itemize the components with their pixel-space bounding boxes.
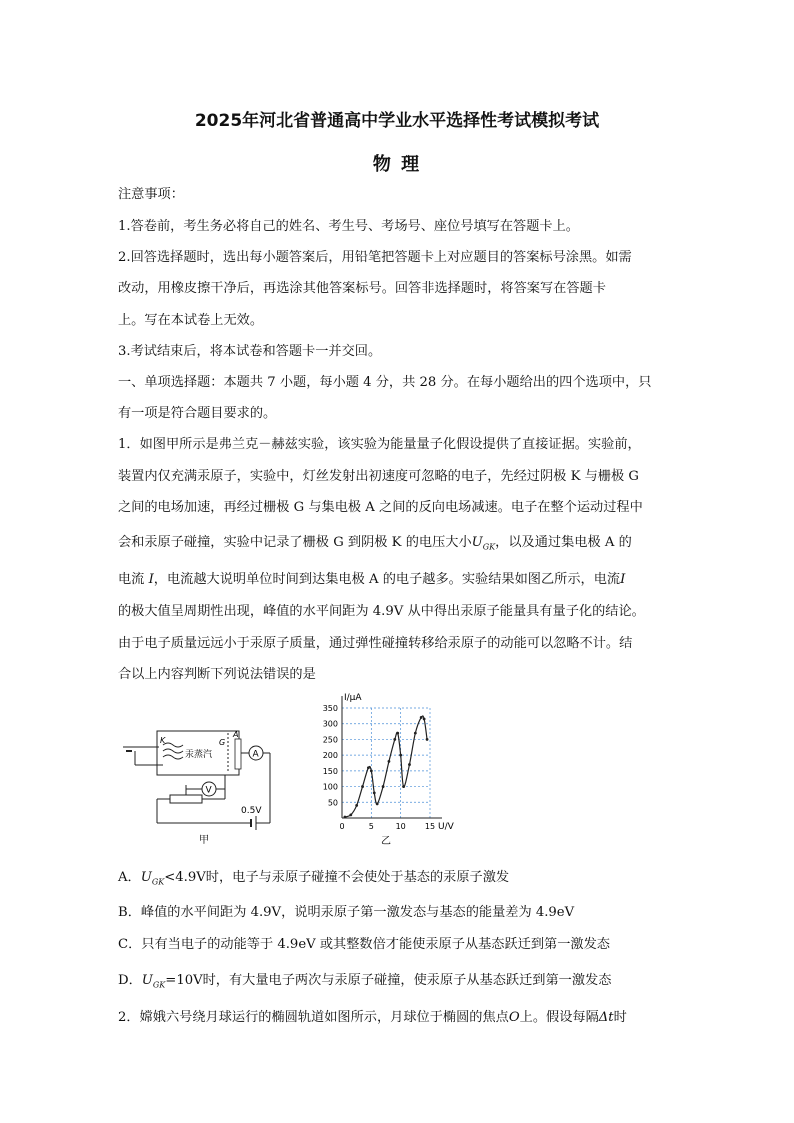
figure-caption-yi: 乙 bbox=[381, 836, 391, 847]
y-axis-label: I/μA bbox=[344, 693, 362, 703]
data-point bbox=[388, 760, 391, 763]
y-tick-labels bbox=[323, 704, 338, 807]
option-text: =10V时，有大量电子两次与汞原子碰撞，使汞原子从基态跃迁到第一激发态 bbox=[165, 973, 612, 988]
x-axis-label: U/V bbox=[438, 822, 454, 832]
option-c: C．只有当电子的动能等于 4.9eV 或其整数倍才能使汞原子从基态跃迁到第一激发态 bbox=[118, 937, 610, 952]
x-tick-labels bbox=[339, 822, 435, 831]
data-point bbox=[344, 816, 347, 819]
option-text: <4.9V时，电子与汞原子碰撞不会使处于基态的汞原子激发 bbox=[164, 870, 510, 885]
notice-item: 2.回答选择题时，选出每小题答案后，用铅笔把答题卡上对应题目的答案标号涂黑。如需 bbox=[118, 250, 632, 265]
notice-item: 改动，用橡皮擦干净后，再选涂其他答案标号。回答非选择题时，将答案写在答题卡 bbox=[118, 281, 606, 296]
data-point bbox=[382, 785, 385, 788]
exam-title: 2025年河北省普通高中学业水平选择性考试模拟考试 bbox=[194, 111, 600, 131]
chart-grid bbox=[342, 708, 430, 818]
data-point bbox=[361, 785, 364, 788]
notice-item: 1.答卷前，考生务必将自己的姓名、考生号、考场号、座位号填写在答题卡上。 bbox=[118, 219, 579, 234]
data-point bbox=[402, 785, 405, 788]
y-tick-label: 50 bbox=[327, 798, 338, 808]
q1-text: ，电流越大说明单位时间到达集电极 A 的电子越多。实验结果如图乙所示，电流 bbox=[153, 572, 621, 587]
q1-line: 之间的电场加速，再经过栅极 G 与集电极 A 之间的反向电场减速。电子在整个运动过程中 bbox=[118, 500, 643, 515]
voltmeter-label: V bbox=[205, 785, 212, 796]
y-tick-label: 250 bbox=[322, 735, 338, 745]
q2-text: 上。假设每隔 bbox=[519, 1010, 599, 1025]
data-point bbox=[355, 804, 358, 807]
q1-line: 的极大值呈周期性出现，峰值的水平间距为 4.9V 从中得出汞原子能量具有量子化的结论。 bbox=[118, 604, 645, 619]
data-point bbox=[423, 718, 426, 721]
ammeter-label: A bbox=[252, 749, 259, 760]
q1-text: 电流 bbox=[118, 572, 149, 587]
collector-plate bbox=[235, 739, 241, 769]
option-a bbox=[118, 870, 509, 891]
y-tick-label: 350 bbox=[322, 704, 338, 713]
q2-text: 2．嫦娥六号绕月球运行的椭圆轨道如图所示，月球位于椭圆的焦点 bbox=[118, 1010, 509, 1025]
data-point bbox=[420, 716, 423, 719]
grid-label: G bbox=[219, 738, 226, 747]
section-heading-cont: 有一项是符合题目要求的。 bbox=[118, 406, 277, 421]
q1-symbol: I bbox=[620, 572, 626, 587]
q1-line: 合以上内容判断下列说法错误的是 bbox=[118, 667, 316, 682]
q1-line: 由于电子质量远远小于汞原子质量，通过弹性碰撞转移给汞原子的动能可以忽略不计。结 bbox=[118, 636, 633, 651]
current-curve bbox=[345, 716, 427, 817]
rheostat-icon bbox=[170, 795, 202, 803]
q1-line: 装置内仅充满汞原子，实验中，灯丝发射出初速度可忽略的电子，先经过阴极 K 与栅极 G bbox=[118, 469, 639, 484]
q1-line bbox=[118, 535, 632, 556]
y-tick-label: 150 bbox=[322, 766, 338, 776]
section-heading: 一、单项选择题：本题共 7 小题，每小题 4 分，共 28 分。在每小题给出的四个选项中，只 bbox=[118, 375, 652, 390]
data-point bbox=[426, 738, 429, 741]
ih-chart bbox=[300, 690, 470, 850]
data-point bbox=[399, 754, 402, 757]
q2-text: 时 bbox=[613, 1010, 627, 1025]
q2-line bbox=[118, 1010, 627, 1026]
y-tick-label: 300 bbox=[322, 719, 338, 729]
q1-text: 会和汞原子碰撞，实验中记录了栅极 G 到阴极 K 的电压大小 bbox=[118, 535, 472, 550]
option-subscript: GK bbox=[151, 877, 165, 887]
option-symbol: U bbox=[141, 973, 153, 988]
option-symbol: U bbox=[140, 870, 152, 885]
notice-item: 3.考试结束后，将本试卷和答题卡一并交回。 bbox=[118, 344, 382, 359]
data-point bbox=[373, 791, 376, 794]
q1-symbol: I bbox=[148, 572, 154, 587]
cathode-label: K bbox=[160, 736, 166, 745]
data-point bbox=[349, 813, 352, 816]
option-d bbox=[118, 973, 611, 994]
battery-label: 0.5V bbox=[241, 806, 262, 816]
figure-caption-jia: 甲 bbox=[199, 835, 209, 846]
x-tick-label: 10 bbox=[395, 822, 406, 831]
notice-item: 上。写在本试卷上无效。 bbox=[118, 313, 264, 328]
q1-text: ，以及通过集电极 A 的 bbox=[495, 535, 632, 550]
q2-symbol: O bbox=[508, 1010, 520, 1025]
data-point bbox=[414, 732, 417, 735]
q1-line: 1．如图甲所示是弗兰克－赫兹实验，该实验为能量量子化假设提供了直接证据。实验前， bbox=[118, 437, 641, 452]
q1-subscript: GK bbox=[482, 542, 496, 552]
data-point bbox=[408, 763, 411, 766]
option-label: D． bbox=[118, 973, 142, 988]
circuit-diagram bbox=[115, 725, 275, 850]
x-tick-label: 0 bbox=[339, 822, 345, 831]
q1-line bbox=[118, 572, 625, 588]
x-tick-label: 15 bbox=[424, 822, 436, 831]
subject-title: 物 理 bbox=[372, 154, 422, 175]
collector-label: A bbox=[233, 730, 239, 739]
notice-heading: 注意事项： bbox=[118, 187, 184, 202]
option-b: B．峰值的水平间距为 4.9V，说明汞原子第一激发态与基态的能量差为 4.9eV bbox=[118, 905, 575, 920]
data-point bbox=[376, 802, 379, 805]
q1-symbol: U bbox=[471, 535, 483, 550]
y-tick-label: 200 bbox=[322, 751, 338, 761]
y-tick-label: 100 bbox=[322, 782, 338, 792]
gas-label: 汞蒸汽 bbox=[185, 750, 213, 760]
q2-symbol: Δt bbox=[598, 1010, 614, 1025]
option-subscript: GK bbox=[152, 980, 166, 990]
filament-icon bbox=[163, 743, 183, 759]
data-point bbox=[396, 732, 399, 735]
data-point bbox=[370, 769, 373, 772]
option-label: A． bbox=[118, 870, 141, 885]
data-point bbox=[367, 766, 370, 769]
data-point bbox=[393, 738, 396, 741]
x-tick-label: 5 bbox=[368, 822, 374, 831]
